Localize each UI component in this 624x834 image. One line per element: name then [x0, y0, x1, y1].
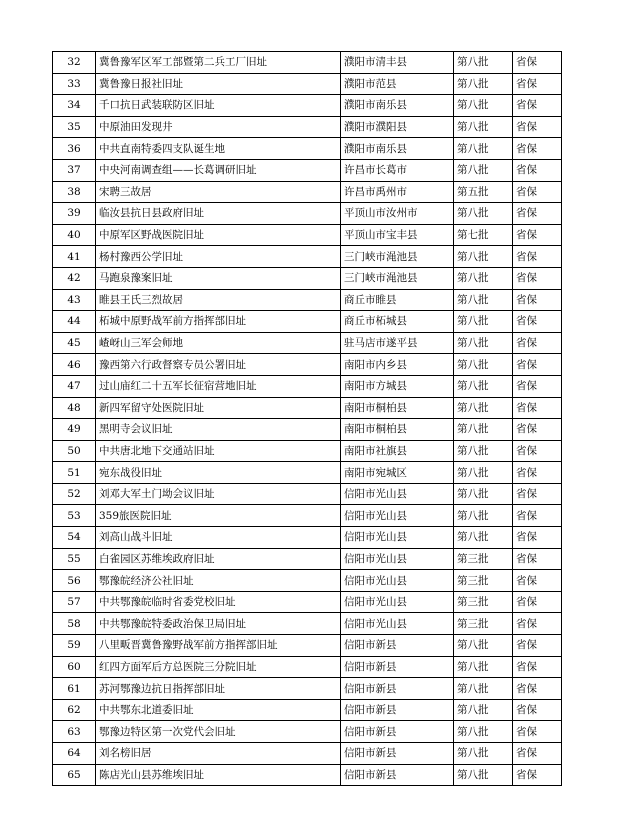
protection-level: 省保 [513, 656, 562, 678]
row-number: 41 [53, 246, 96, 268]
row-number: 37 [53, 159, 96, 181]
protection-level: 省保 [513, 764, 562, 786]
site-name: 中央河南调查组——长葛调研旧址 [96, 159, 341, 181]
protection-level: 省保 [513, 699, 562, 721]
site-name: 中原油田发现井 [96, 116, 341, 138]
site-name: 过山庙红二十五军长征宿营地旧址 [96, 375, 341, 397]
row-number: 60 [53, 656, 96, 678]
batch-label: 第八批 [454, 203, 513, 225]
site-location: 许昌市长葛市 [341, 159, 454, 181]
site-location: 信阳市光山县 [341, 483, 454, 505]
site-name: 冀鲁豫日报社旧址 [96, 73, 341, 95]
site-name: 苏河鄂豫边抗日指挥部旧址 [96, 678, 341, 700]
site-location: 濮阳市南乐县 [341, 95, 454, 117]
batch-label: 第八批 [454, 635, 513, 657]
site-name: 马跑泉豫案旧址 [96, 267, 341, 289]
site-location: 商丘市柘城县 [341, 311, 454, 333]
site-location: 商丘市睢县 [341, 289, 454, 311]
site-name: 中共唐北地下交通站旧址 [96, 440, 341, 462]
protection-level: 省保 [513, 721, 562, 743]
protection-level: 省保 [513, 159, 562, 181]
site-name: 黑明寺会议旧址 [96, 419, 341, 441]
site-name: 冀鲁豫军区军工部暨第二兵工厂旧址 [96, 52, 341, 74]
site-location: 信阳市光山县 [341, 613, 454, 635]
batch-label: 第三批 [454, 591, 513, 613]
table-row [53, 267, 562, 289]
row-number: 33 [53, 73, 96, 95]
batch-label: 第八批 [454, 699, 513, 721]
table-row [53, 721, 562, 743]
batch-label: 第八批 [454, 159, 513, 181]
table-row [53, 159, 562, 181]
row-number: 59 [53, 635, 96, 657]
site-location: 信阳市光山县 [341, 570, 454, 592]
batch-label: 第三批 [454, 613, 513, 635]
protection-level: 省保 [513, 289, 562, 311]
row-number: 49 [53, 419, 96, 441]
table-row [53, 699, 562, 721]
row-number: 46 [53, 354, 96, 376]
batch-label: 第八批 [454, 483, 513, 505]
batch-label: 第八批 [454, 116, 513, 138]
table-row [53, 354, 562, 376]
table-row [53, 289, 562, 311]
row-number: 36 [53, 138, 96, 160]
protection-level: 省保 [513, 73, 562, 95]
site-location: 南阳市桐柏县 [341, 419, 454, 441]
row-number: 45 [53, 332, 96, 354]
protection-level: 省保 [513, 505, 562, 527]
table-row [53, 116, 562, 138]
protection-level: 省保 [513, 483, 562, 505]
row-number: 32 [53, 52, 96, 74]
protection-level: 省保 [513, 246, 562, 268]
row-number: 39 [53, 203, 96, 225]
site-name: 睢县王氏三烈故居 [96, 289, 341, 311]
protection-level: 省保 [513, 375, 562, 397]
site-name: 刘名榜旧居 [96, 743, 341, 765]
batch-label: 第八批 [454, 764, 513, 786]
row-number: 56 [53, 570, 96, 592]
row-number: 44 [53, 311, 96, 333]
row-number: 50 [53, 440, 96, 462]
site-location: 信阳市新县 [341, 635, 454, 657]
site-name: 中共鄂豫皖特委政治保卫局旧址 [96, 613, 341, 635]
table-row [53, 95, 562, 117]
batch-label: 第八批 [454, 743, 513, 765]
site-name: 嵖岈山三军会师地 [96, 332, 341, 354]
batch-label: 第五批 [454, 181, 513, 203]
site-name: 359旅医院旧址 [96, 505, 341, 527]
site-location: 濮阳市南乐县 [341, 138, 454, 160]
protection-level: 省保 [513, 419, 562, 441]
table-row [53, 764, 562, 786]
table-row [53, 743, 562, 765]
site-location: 平顶山市宝丰县 [341, 224, 454, 246]
table-row [53, 548, 562, 570]
table-row [53, 224, 562, 246]
row-number: 53 [53, 505, 96, 527]
protection-level: 省保 [513, 52, 562, 74]
site-location: 濮阳市清丰县 [341, 52, 454, 74]
batch-label: 第八批 [454, 95, 513, 117]
table-row [53, 375, 562, 397]
batch-label: 第八批 [454, 73, 513, 95]
site-location: 濮阳市范县 [341, 73, 454, 95]
row-number: 63 [53, 721, 96, 743]
site-location: 驻马店市遂平县 [341, 332, 454, 354]
batch-label: 第八批 [454, 397, 513, 419]
site-location: 信阳市新县 [341, 764, 454, 786]
protection-level: 省保 [513, 635, 562, 657]
row-number: 65 [53, 764, 96, 786]
row-number: 40 [53, 224, 96, 246]
site-location: 南阳市桐柏县 [341, 397, 454, 419]
protection-level: 省保 [513, 613, 562, 635]
protection-level: 省保 [513, 570, 562, 592]
protection-level: 省保 [513, 267, 562, 289]
protection-level: 省保 [513, 440, 562, 462]
row-number: 42 [53, 267, 96, 289]
heritage-sites-table [52, 51, 562, 786]
protection-level: 省保 [513, 203, 562, 225]
table-row [53, 656, 562, 678]
table-row [53, 73, 562, 95]
batch-label: 第三批 [454, 570, 513, 592]
site-location: 信阳市光山县 [341, 591, 454, 613]
site-location: 信阳市光山县 [341, 527, 454, 549]
table-row [53, 181, 562, 203]
protection-level: 省保 [513, 332, 562, 354]
table-row [53, 52, 562, 74]
site-location: 平顶山市汝州市 [341, 203, 454, 225]
table-row [53, 397, 562, 419]
site-name: 中共直南特委四支队诞生地 [96, 138, 341, 160]
row-number: 57 [53, 591, 96, 613]
site-name: 杨村豫西公学旧址 [96, 246, 341, 268]
protection-level: 省保 [513, 397, 562, 419]
protection-level: 省保 [513, 181, 562, 203]
table-row [53, 635, 562, 657]
row-number: 35 [53, 116, 96, 138]
site-name: 临汝县抗日县政府旧址 [96, 203, 341, 225]
site-location: 信阳市新县 [341, 678, 454, 700]
site-location: 信阳市新县 [341, 743, 454, 765]
batch-label: 第八批 [454, 462, 513, 484]
batch-label: 第八批 [454, 52, 513, 74]
site-name: 刘邓大军土门坳会议旧址 [96, 483, 341, 505]
site-name: 宋聘三故居 [96, 181, 341, 203]
protection-level: 省保 [513, 311, 562, 333]
row-number: 38 [53, 181, 96, 203]
site-location: 三门峡市渑池县 [341, 267, 454, 289]
protection-level: 省保 [513, 743, 562, 765]
site-name: 新四军留守处医院旧址 [96, 397, 341, 419]
table-row [53, 332, 562, 354]
row-number: 52 [53, 483, 96, 505]
row-number: 62 [53, 699, 96, 721]
table-body [53, 52, 562, 786]
batch-label: 第八批 [454, 289, 513, 311]
protection-level: 省保 [513, 354, 562, 376]
protection-level: 省保 [513, 95, 562, 117]
site-name: 千口抗日武装联防区旧址 [96, 95, 341, 117]
site-name: 柘城中原野战军前方指挥部旧址 [96, 311, 341, 333]
site-location: 信阳市新县 [341, 721, 454, 743]
batch-label: 第八批 [454, 721, 513, 743]
protection-level: 省保 [513, 548, 562, 570]
row-number: 54 [53, 527, 96, 549]
site-location: 信阳市新县 [341, 699, 454, 721]
table-row [53, 462, 562, 484]
site-location: 信阳市光山县 [341, 505, 454, 527]
table-row [53, 678, 562, 700]
table-row [53, 419, 562, 441]
batch-label: 第八批 [454, 332, 513, 354]
site-name: 红四方面军后方总医院三分院旧址 [96, 656, 341, 678]
protection-level: 省保 [513, 224, 562, 246]
table-row [53, 246, 562, 268]
site-name: 中共鄂东北道委旧址 [96, 699, 341, 721]
site-location: 南阳市方城县 [341, 375, 454, 397]
site-name: 陈店光山县苏维埃旧址 [96, 764, 341, 786]
table-row [53, 591, 562, 613]
protection-level: 省保 [513, 527, 562, 549]
table-row [53, 527, 562, 549]
batch-label: 第八批 [454, 375, 513, 397]
table-row [53, 613, 562, 635]
batch-label: 第八批 [454, 678, 513, 700]
row-number: 61 [53, 678, 96, 700]
protection-level: 省保 [513, 116, 562, 138]
table-row [53, 138, 562, 160]
batch-label: 第八批 [454, 138, 513, 160]
protection-level: 省保 [513, 591, 562, 613]
row-number: 34 [53, 95, 96, 117]
row-number: 43 [53, 289, 96, 311]
batch-label: 第八批 [454, 311, 513, 333]
site-location: 南阳市内乡县 [341, 354, 454, 376]
site-name: 中原军区野战医院旧址 [96, 224, 341, 246]
table-row [53, 570, 562, 592]
table-row [53, 311, 562, 333]
batch-label: 第八批 [454, 505, 513, 527]
row-number: 47 [53, 375, 96, 397]
row-number: 58 [53, 613, 96, 635]
site-name: 宛东战役旧址 [96, 462, 341, 484]
site-location: 信阳市光山县 [341, 548, 454, 570]
site-location: 信阳市新县 [341, 656, 454, 678]
site-location: 南阳市宛城区 [341, 462, 454, 484]
site-name: 豫西第六行政督察专员公署旧址 [96, 354, 341, 376]
site-location: 南阳市社旗县 [341, 440, 454, 462]
site-name: 刘高山战斗旧址 [96, 527, 341, 549]
site-name: 白雀园区苏维埃政府旧址 [96, 548, 341, 570]
site-name: 八里畈晋冀鲁豫野战军前方指挥部旧址 [96, 635, 341, 657]
batch-label: 第八批 [454, 656, 513, 678]
batch-label: 第三批 [454, 548, 513, 570]
row-number: 48 [53, 397, 96, 419]
table-row [53, 483, 562, 505]
protection-level: 省保 [513, 678, 562, 700]
site-name: 鄂豫皖经济公社旧址 [96, 570, 341, 592]
site-location: 濮阳市濮阳县 [341, 116, 454, 138]
protection-level: 省保 [513, 462, 562, 484]
batch-label: 第七批 [454, 224, 513, 246]
batch-label: 第八批 [454, 354, 513, 376]
site-location: 许昌市禹州市 [341, 181, 454, 203]
batch-label: 第八批 [454, 267, 513, 289]
batch-label: 第八批 [454, 440, 513, 462]
row-number: 64 [53, 743, 96, 765]
batch-label: 第八批 [454, 246, 513, 268]
row-number: 55 [53, 548, 96, 570]
site-location: 三门峡市渑池县 [341, 246, 454, 268]
table-row [53, 505, 562, 527]
site-name: 中共鄂豫皖临时省委党校旧址 [96, 591, 341, 613]
row-number: 51 [53, 462, 96, 484]
protection-level: 省保 [513, 138, 562, 160]
table-row [53, 203, 562, 225]
batch-label: 第八批 [454, 419, 513, 441]
batch-label: 第八批 [454, 527, 513, 549]
table-row [53, 440, 562, 462]
site-name: 鄂豫边特区第一次党代会旧址 [96, 721, 341, 743]
